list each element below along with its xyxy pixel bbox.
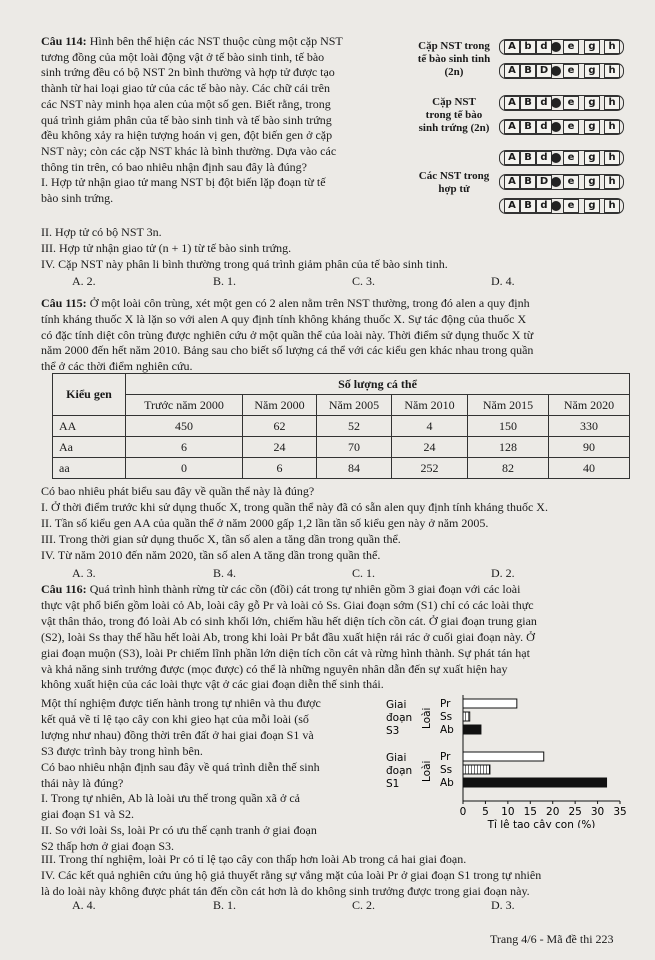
category-label: Ss bbox=[440, 764, 453, 776]
gene-allele: e bbox=[563, 151, 579, 165]
answer-option: D. 2. bbox=[491, 566, 515, 580]
diagram-label-egg bbox=[408, 96, 500, 135]
table-cell: 40 bbox=[549, 458, 630, 479]
group-label: đoạn bbox=[386, 765, 413, 777]
chromosome bbox=[500, 40, 623, 54]
bar-pr bbox=[463, 752, 544, 761]
centromere bbox=[551, 98, 561, 108]
x-tick-label: 0 bbox=[459, 806, 467, 818]
q116-left-line: S3 được trình bày trong hình bên. bbox=[41, 743, 203, 758]
gene-allele: h bbox=[604, 40, 620, 54]
gene-allele: B bbox=[520, 175, 536, 189]
table-header-cell: Năm 2015 bbox=[468, 395, 549, 416]
gene-allele: d bbox=[536, 40, 552, 54]
group-label: S1 bbox=[386, 778, 400, 790]
gene-allele: g bbox=[584, 175, 600, 189]
q116-stem-line: không xuất hiện của các loài thực vật ở các giai đoạn diễn thế sinh thái. bbox=[41, 677, 384, 692]
table-cell: 62 bbox=[243, 416, 317, 437]
gene-allele: B bbox=[520, 64, 536, 78]
gene-allele: A bbox=[504, 40, 520, 54]
gene-allele: A bbox=[504, 175, 520, 189]
table-cell: 24 bbox=[392, 437, 468, 458]
gene-allele: g bbox=[584, 64, 600, 78]
group-axis-label: Loài bbox=[421, 760, 433, 782]
q116-left-line: II. So với loài Ss, loài Pr có ưu thế cạnh tranh ở giai đoạn bbox=[41, 823, 317, 838]
q114-stem-line: các NST này minh họa alen của một số gen. Biết rằng, trong bbox=[41, 96, 331, 111]
q116-stem-line: Câu 116: Quá trình hình thành rừng từ các cồn (đồi) cát trong tự nhiên gồm 3 giai đoạn với các loài bbox=[41, 582, 521, 596]
q115-stem-line: có đặc tính diệt côn trùng được nghiên cứu ở một quần thể của loài này. Thời điểm sử dụng thuốc X từ bbox=[41, 327, 534, 342]
gene-allele: A bbox=[504, 96, 520, 110]
q116-stem-line: giai đoạn muộn (S3), loài Pr chiếm lĩnh phần lớn diện tích cồn cát và rừng hình thành. Sự phát tán hạt bbox=[41, 645, 530, 660]
label-line: (2n) bbox=[444, 66, 464, 78]
bar-ss bbox=[463, 765, 490, 774]
gene-allele: e bbox=[563, 199, 579, 213]
category-label: Ab bbox=[440, 724, 454, 736]
gene-allele: g bbox=[584, 40, 600, 54]
q115-stem-line: năm 2000 đến hết năm 2010. Bảng sau cho biết số lượng cá thể với các kiểu gen khác nhau trong quần bbox=[41, 343, 534, 358]
table-cell: 90 bbox=[549, 437, 630, 458]
table-corner: Kiểu gen bbox=[53, 374, 126, 416]
table-header-cell: Năm 2010 bbox=[392, 395, 468, 416]
gene-allele: B bbox=[520, 199, 536, 213]
q114-stem-line: thông tin trên, có bao nhiêu nhận định sau đây là đúng? bbox=[41, 159, 307, 174]
table-header-cell: Năm 2005 bbox=[317, 395, 392, 416]
gene-allele: h bbox=[604, 151, 620, 165]
gene-allele: d bbox=[536, 120, 552, 134]
gene-allele: A bbox=[504, 199, 520, 213]
table-row bbox=[53, 437, 630, 458]
gene-allele: d bbox=[536, 151, 552, 165]
chromosome bbox=[500, 175, 623, 189]
centromere bbox=[551, 122, 561, 132]
table-cell: 82 bbox=[468, 458, 549, 479]
q114-stem-line: I. Hợp tử nhận giao tử mang NST bị đột biến lặp đoạn từ tế bbox=[41, 175, 326, 190]
gene-allele: h bbox=[604, 120, 620, 134]
table-header-cell: Năm 2020 bbox=[549, 395, 630, 416]
label-line: Cặp NST bbox=[432, 96, 476, 108]
chromosome bbox=[500, 64, 623, 78]
q114-statement: II. Hợp tử có bộ NST 3n. bbox=[41, 225, 162, 239]
category-label: Pr bbox=[440, 751, 451, 763]
label-line: sinh trứng (2n) bbox=[418, 122, 490, 134]
table-row bbox=[53, 458, 630, 479]
q114-stem-line: đều không xảy ra hiện tượng hoán vị gen, đột biến gen ở cặp bbox=[41, 128, 333, 143]
gene-allele: A bbox=[504, 64, 520, 78]
x-tick-label: 35 bbox=[613, 806, 627, 818]
answer-option: A. 4. bbox=[72, 898, 96, 912]
q114-stem-line: thành từ hai loại giao tử của các tế bào này. Các chữ cái trên bbox=[41, 81, 330, 96]
question-number: Câu 116: bbox=[41, 582, 87, 596]
gene-allele: h bbox=[604, 96, 620, 110]
category-label: Ab bbox=[440, 777, 454, 789]
table-header-cell: Trước năm 2000 bbox=[126, 395, 243, 416]
table-body bbox=[53, 416, 630, 479]
q116-left-line: giai đoạn S1 và S2. bbox=[41, 807, 134, 822]
genotype-label: Aa bbox=[53, 437, 126, 458]
answer-option: B. 1. bbox=[213, 898, 237, 912]
genotype-label: aa bbox=[53, 458, 126, 479]
q116-statement: là do loài này không được phát tán đến cồn cát hơn là do không sinh trưởng được trong giai đoạn này. bbox=[41, 884, 530, 898]
gene-allele: d bbox=[536, 199, 552, 213]
table-row bbox=[53, 416, 630, 437]
q115-stem-line: Câu 115: Ở một loài côn trùng, xét một gen có 2 alen nằm trên NST thường, trong đó alen a quy định bbox=[41, 296, 530, 310]
label-line: Cặp NST trong bbox=[418, 40, 490, 52]
q115-stem-line: tính kháng thuốc X là lặn so với alen A quy định tính không kháng thuốc X. Sự tác động của thuốc X bbox=[41, 311, 527, 326]
bar-ab bbox=[463, 778, 607, 787]
q115-statement: IV. Từ năm 2010 đến năm 2020, tần số alen A tăng dần trong quần thể. bbox=[41, 548, 381, 562]
q115-statement: II. Tần số kiểu gen AA của quần thể ở năm 2000 gấp 1,2 lần tần số kiểu gen này ở năm 2005. bbox=[41, 516, 489, 530]
q116-left-line: thái này là đúng? bbox=[41, 775, 124, 790]
table-cell: 450 bbox=[126, 416, 243, 437]
gene-allele: A bbox=[504, 120, 520, 134]
answer-option: C. 2. bbox=[352, 898, 376, 912]
x-tick-label: 10 bbox=[501, 806, 515, 818]
table-cell: 4 bbox=[392, 416, 468, 437]
q114-stem-line: NST này; còn các cặp NST khác là bình thường. Dựa vào các bbox=[41, 143, 337, 158]
q114-stem-line: quá trình giảm phân của tế bào sinh tinh và tế bào sinh trứng bbox=[41, 112, 332, 127]
q116-statement: IV. Các kết quả nghiên cứu ủng hộ giả thuyết rằng sự vắng mặt của loài Pr ở giai đoạn S1 trong tự nhiên bbox=[41, 868, 542, 882]
table-cell: 52 bbox=[317, 416, 392, 437]
x-tick-label: 30 bbox=[590, 806, 605, 818]
seedling-chart bbox=[378, 693, 628, 828]
q116-stem-line: thực vật phổ biến gồm loài cỏ Ab, loài cây gỗ Pr và loài cỏ Ss. Giai đoạn sớm (S1) chỉ có các loài thực bbox=[41, 597, 534, 612]
answer-option: A. 2. bbox=[72, 274, 96, 288]
centromere bbox=[551, 42, 561, 52]
label-line: Các NST trong bbox=[418, 170, 490, 182]
gene-allele: B bbox=[520, 151, 536, 165]
bar-ss bbox=[463, 712, 470, 721]
q115-statement: I. Ở thời điểm trước khi sử dụng thuốc X, trong quần thể này đã có sẵn alen quy định tính kháng thuốc X. bbox=[41, 500, 548, 514]
genotype-label: AA bbox=[53, 416, 126, 437]
q114-stem-line: sinh trứng đều có bộ NST 2n bình thường và hợp tử được tạo bbox=[41, 65, 335, 80]
group-label: đoạn bbox=[386, 712, 413, 724]
bar-ab bbox=[463, 725, 481, 734]
group-label: Giai bbox=[386, 699, 407, 711]
gene-allele: g bbox=[584, 199, 600, 213]
table-cell: 252 bbox=[392, 458, 468, 479]
q116-stem-line: và khả năng sinh trưởng được (mọc được) có thể là những nguyên nhân dẫn đến sự xuất hiện hay bbox=[41, 661, 508, 676]
gene-allele: h bbox=[604, 64, 620, 78]
q116-left-line: I. Trong tự nhiên, Ab là loài ưu thế trong quần xã ở cả bbox=[41, 791, 300, 806]
table-group-header: Số lượng cá thể bbox=[126, 374, 630, 395]
x-axis-label: Tỉ lệ tạo cây con (%) bbox=[487, 819, 596, 828]
table-header-row bbox=[53, 395, 630, 416]
centromere bbox=[551, 201, 561, 211]
gene-allele: g bbox=[584, 120, 600, 134]
gene-allele: e bbox=[563, 96, 579, 110]
table-cell: 128 bbox=[468, 437, 549, 458]
table-cell: 24 bbox=[243, 437, 317, 458]
answer-option: B. 4. bbox=[213, 566, 237, 580]
q116-left-line: S2 thấp hơn ở giai đoạn S3. bbox=[41, 839, 175, 854]
gene-allele: e bbox=[563, 175, 579, 189]
seedling-chart-svg bbox=[378, 693, 628, 828]
q114-stem-line: tương đồng của một loài động vật ở tế bào sinh tinh, tế bào bbox=[41, 49, 325, 64]
gene-allele: B bbox=[520, 120, 536, 134]
question-number: Câu 114: bbox=[41, 34, 87, 48]
table-cell: 6 bbox=[243, 458, 317, 479]
q116-left-line: Một thí nghiệm được tiến hành trong tự nhiên và thu được bbox=[41, 696, 321, 710]
gene-allele: h bbox=[604, 199, 620, 213]
table-cell: 6 bbox=[126, 437, 243, 458]
gene-allele: e bbox=[563, 64, 579, 78]
chromosome bbox=[500, 199, 623, 213]
x-tick-label: 20 bbox=[546, 806, 560, 818]
table-cell: 330 bbox=[549, 416, 630, 437]
gene-allele: b bbox=[520, 40, 536, 54]
gene-allele: h bbox=[604, 175, 620, 189]
q115-statement: III. Trong thời gian sử dụng thuốc X, tần số alen a tăng dần trong quần thể. bbox=[41, 532, 401, 546]
q116-left-line: kết quả về tỉ lệ tạo cây con khi gieo hạt của mỗi loài (số bbox=[41, 711, 309, 726]
answer-option: A. 3. bbox=[72, 566, 96, 580]
answer-option: C. 1. bbox=[352, 566, 376, 580]
table-cell: 70 bbox=[317, 437, 392, 458]
x-tick-label: 15 bbox=[523, 806, 537, 818]
answer-option: D. 4. bbox=[491, 274, 515, 288]
gene-allele: g bbox=[584, 96, 600, 110]
gene-allele: d bbox=[536, 96, 552, 110]
q114-stem-line: Câu 114: Hình bên thể hiện các NST thuộc cùng một cặp NST bbox=[41, 34, 343, 48]
q116-stem-line: (S2), loài Ss thay thế hầu hết loài Ab, trong khi loài Pr bắt đầu xuất hiện rải rác ở cuối giai đoạn này. Ở bbox=[41, 629, 535, 644]
centromere bbox=[551, 66, 561, 76]
group-axis-label: Loài bbox=[421, 707, 433, 729]
chromosome bbox=[500, 96, 623, 110]
label-line: hợp tử bbox=[438, 183, 470, 195]
diagram-label-zygote bbox=[408, 170, 500, 196]
diagram-label-sperm bbox=[408, 40, 500, 79]
table-cell: 84 bbox=[317, 458, 392, 479]
centromere bbox=[551, 177, 561, 187]
centromere bbox=[551, 153, 561, 163]
q115-question: Có bao nhiêu phát biểu sau đây về quần thể này là đúng? bbox=[41, 484, 315, 498]
bar-pr bbox=[463, 699, 517, 708]
answer-option: B. 1. bbox=[213, 274, 237, 288]
q116-stem-line: vật thân thảo, trong đó loài Ab có sinh khối lớn, chiếm hầu hết diện tích cồn cát. Ở giai đoạn trung gian bbox=[41, 613, 537, 628]
q114-stem-line: bào sinh trứng. bbox=[41, 191, 114, 205]
gene-allele: D bbox=[536, 175, 552, 189]
group-label: S3 bbox=[386, 725, 400, 737]
page-footer: Trang 4/6 - Mã đề thi 223 bbox=[490, 932, 614, 946]
q114-statement: IV. Cặp NST này phân li bình thường trong quá trình giảm phân của tế bào sinh tinh. bbox=[41, 257, 448, 271]
q116-left-line: Có bao nhiêu nhận định sau đây về quá trình diễn thế sinh bbox=[41, 759, 320, 774]
label-line: trong tế bào bbox=[425, 109, 483, 121]
answer-option: C. 3. bbox=[352, 274, 376, 288]
answer-option: D. 3. bbox=[491, 898, 515, 912]
gene-allele: A bbox=[504, 151, 520, 165]
gene-allele: e bbox=[563, 40, 579, 54]
group-label: Giai bbox=[386, 752, 407, 764]
gene-allele: g bbox=[584, 151, 600, 165]
gene-allele: D bbox=[536, 64, 552, 78]
gene-allele: e bbox=[563, 120, 579, 134]
q116-left-line: lượng như nhau) đồng thời trên đất ở hai giai đoạn S1 và bbox=[41, 727, 314, 742]
question-number: Câu 115: bbox=[41, 296, 87, 310]
category-label: Ss bbox=[440, 711, 453, 723]
table-cell: 150 bbox=[468, 416, 549, 437]
chromosome bbox=[500, 151, 623, 165]
category-label: Pr bbox=[440, 698, 451, 710]
gene-allele: B bbox=[520, 96, 536, 110]
q116-statement: III. Trong thí nghiệm, loài Pr có tỉ lệ tạo cây con thấp hơn loài Ab trong cả hai giai đoạn. bbox=[41, 852, 467, 866]
x-tick-label: 25 bbox=[568, 806, 582, 818]
table-header-cell: Năm 2000 bbox=[243, 395, 317, 416]
label-line: tế bào sinh tinh bbox=[417, 53, 491, 65]
chromosome bbox=[500, 120, 623, 134]
x-tick-label: 5 bbox=[482, 806, 489, 818]
table-cell: 0 bbox=[126, 458, 243, 479]
genotype-table bbox=[52, 373, 630, 479]
q115-stem-line: thể ở các thời điểm nghiên cứu. bbox=[41, 359, 193, 374]
q114-statement: III. Hợp tử nhận giao tử (n + 1) từ tế bào sinh trứng. bbox=[41, 241, 292, 255]
